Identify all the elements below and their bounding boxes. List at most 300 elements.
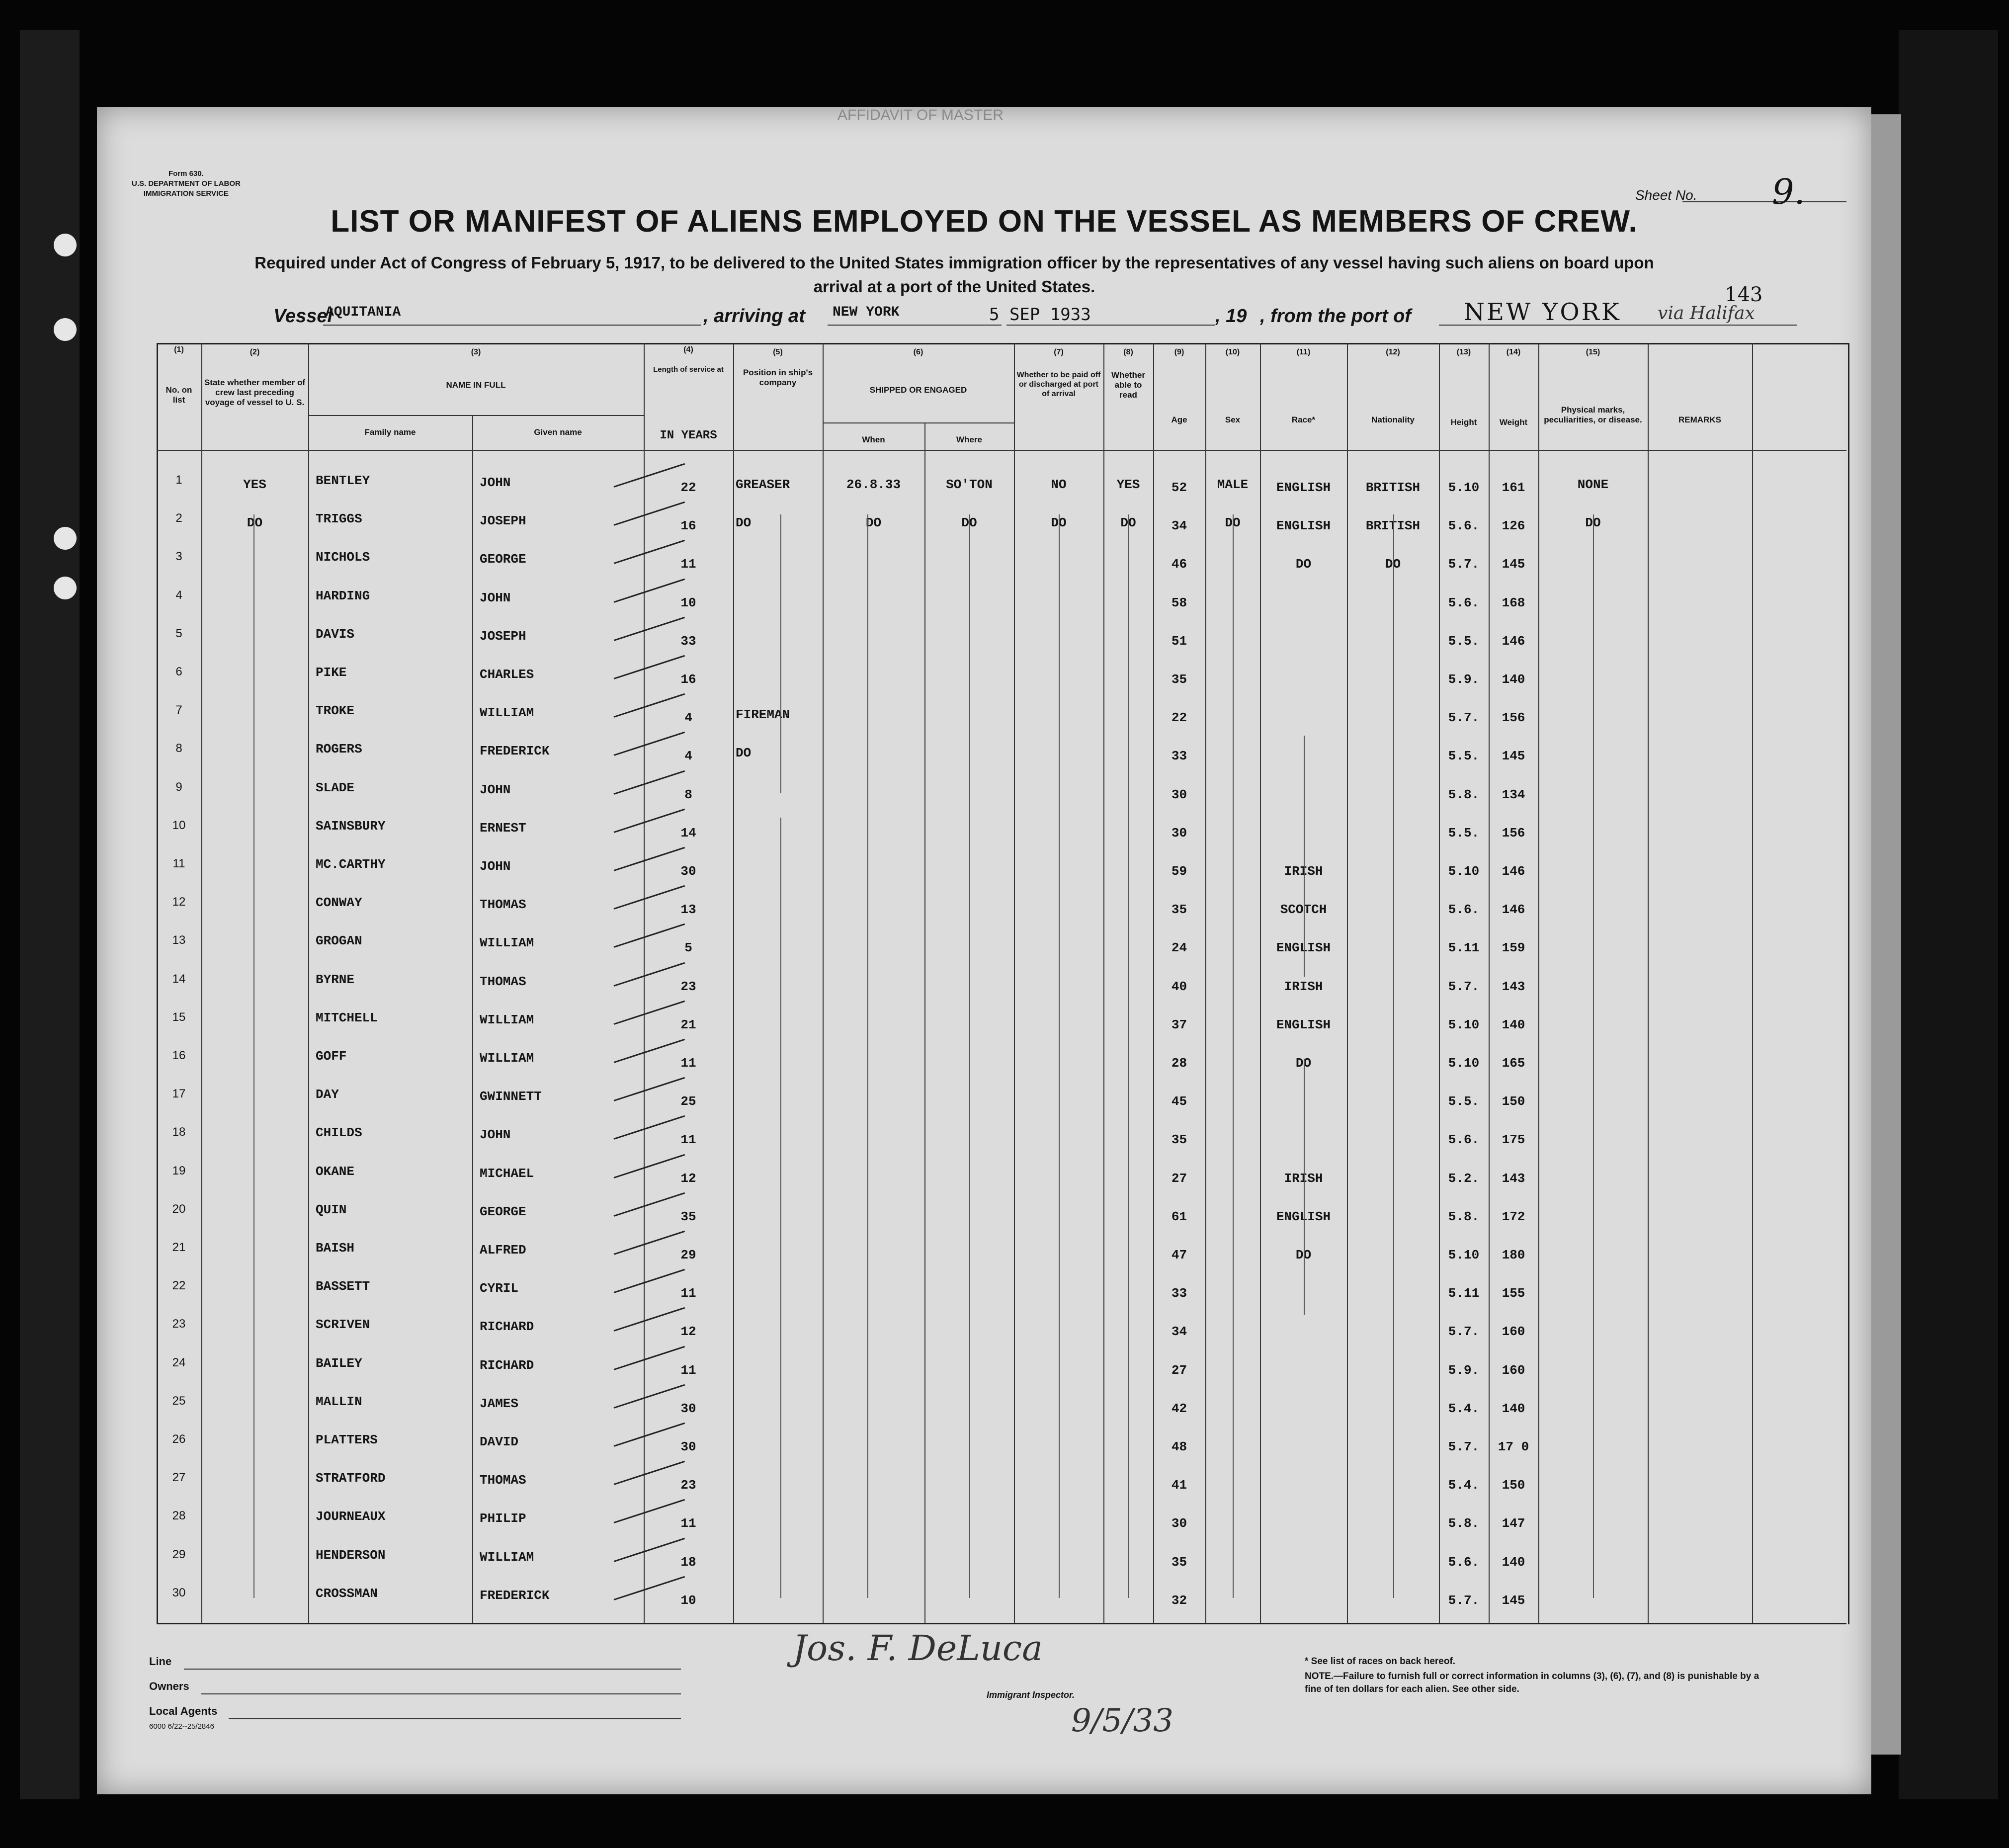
col-divider	[472, 415, 473, 1623]
signature-date: 9/5/33	[1071, 1702, 1173, 1739]
film-border-right	[1899, 30, 1998, 1799]
via-note: via Halifax	[1658, 303, 1755, 324]
row-number: 18	[172, 1125, 186, 1139]
service-years-cell: 8	[684, 787, 692, 802]
service-years-cell: 33	[680, 633, 696, 649]
row-number: 29	[172, 1547, 186, 1561]
given-name-cell: CHARLES	[480, 667, 534, 682]
table-bottom-line	[157, 1623, 1846, 1624]
sheet-underline	[1682, 201, 1846, 202]
family-name-cell: DAY	[316, 1087, 339, 1102]
weight-cell: 156	[1502, 825, 1525, 840]
height-cell: 5.2.	[1448, 1171, 1480, 1186]
height-cell: 5.6.	[1448, 1554, 1480, 1570]
service-name: IMMIGRATION SERVICE	[143, 189, 229, 198]
age-cell: 33	[1171, 1286, 1187, 1301]
row-number: 2	[175, 511, 182, 525]
race-cell: IRISH	[1284, 979, 1323, 994]
col14-number: (14)	[1506, 348, 1521, 356]
service-years-cell: 4	[684, 710, 692, 726]
vessel-name: AQUITANIA	[326, 305, 401, 320]
col16-header: REMARKS	[1678, 415, 1721, 424]
binder-hole	[54, 318, 77, 341]
family-name-cell: CHILDS	[316, 1125, 362, 1141]
shipped-when-cell: 26.8.33	[846, 477, 901, 492]
col5-number: (5)	[773, 348, 783, 356]
family-name-cell: SLADE	[316, 780, 355, 795]
age-cell: 30	[1171, 1516, 1187, 1531]
col-divider	[1103, 343, 1104, 1623]
family-name-cell: BAILEY	[316, 1355, 362, 1371]
film-border-left	[20, 30, 80, 1799]
given-name-cell: ALFRED	[480, 1243, 526, 1258]
age-cell: 52	[1171, 480, 1187, 495]
age-cell: 61	[1171, 1209, 1187, 1224]
race-note: * See list of races on back hereof.	[1305, 1656, 1456, 1667]
height-cell: 5.5.	[1448, 825, 1480, 840]
given-name-cell: WILLIAM	[480, 705, 534, 721]
service-years-cell: 23	[680, 1478, 696, 1493]
age-cell: 35	[1171, 672, 1187, 687]
row-number: 23	[172, 1317, 186, 1331]
col9-header: Age	[1171, 415, 1187, 424]
age-cell: 42	[1171, 1401, 1187, 1416]
family-name-cell: GROGAN	[316, 933, 362, 949]
page-title: LIST OR MANIFEST OF ALIENS EMPLOYED ON THE VESSEL AS MEMBERS OF CREW.	[331, 204, 1638, 239]
weight-cell: 146	[1502, 864, 1525, 879]
race-cell: DO	[1295, 1056, 1312, 1071]
age-cell: 24	[1171, 940, 1187, 956]
physical-marks-cell: NONE	[1577, 477, 1609, 492]
family-name-cell: MITCHELL	[316, 1010, 378, 1025]
height-cell: 5.11	[1448, 940, 1480, 956]
row-number: 21	[172, 1241, 186, 1254]
manifest-page	[97, 107, 1871, 1794]
row-number: 10	[172, 818, 186, 832]
family-name-cell: STRATFORD	[316, 1471, 386, 1486]
weight-cell: 168	[1502, 595, 1525, 610]
age-cell: 27	[1171, 1362, 1187, 1378]
col2-number: (2)	[250, 348, 260, 356]
service-years-cell: 10	[680, 595, 696, 610]
race-cell: IRISH	[1284, 864, 1323, 879]
col7-header: Whether to be paid off or discharged at port of arrival	[1016, 371, 1101, 398]
department-name: U.S. DEPARTMENT OF LABOR	[132, 179, 241, 188]
ditto-line	[969, 514, 970, 1598]
service-years-cell: 11	[680, 557, 696, 572]
col8-header: Whether able to read	[1111, 370, 1145, 400]
row-number: 9	[175, 780, 182, 794]
date-underline	[1006, 324, 1215, 326]
weight-cell: 150	[1502, 1478, 1525, 1493]
name-subheader-line	[308, 415, 644, 416]
family-name-cell: PLATTERS	[316, 1432, 378, 1447]
family-name-cell: SAINSBURY	[316, 818, 386, 834]
col-divider	[1347, 343, 1348, 1623]
family-name-cell: NICHOLS	[316, 550, 370, 565]
col6-number: (6)	[913, 348, 923, 356]
weight-cell: 155	[1502, 1286, 1525, 1301]
col8-number: (8)	[1123, 348, 1133, 356]
row-number: 1	[175, 473, 182, 487]
service-years-cell: 30	[680, 864, 696, 879]
voyage-cell: DO	[247, 515, 263, 531]
vessel-underline	[323, 324, 701, 326]
family-name-cell: DAVIS	[316, 626, 355, 642]
weight-cell: 146	[1502, 902, 1525, 918]
col-divider	[1648, 343, 1649, 1623]
col3-given-header: Given name	[534, 427, 582, 437]
service-years-cell: 23	[680, 979, 696, 994]
age-cell: 58	[1171, 595, 1187, 610]
owners-underline	[201, 1692, 681, 1694]
service-years-cell: 5	[684, 940, 692, 956]
shipped-where-cell: DO	[961, 515, 977, 531]
given-name-cell: CYRIL	[480, 1281, 519, 1296]
row-number: 19	[172, 1164, 186, 1177]
sheet-label: Sheet No.	[1635, 187, 1697, 203]
given-name-cell: THOMAS	[480, 897, 526, 913]
age-cell: 41	[1171, 1478, 1187, 1493]
service-years-cell: 30	[680, 1439, 696, 1454]
weight-cell: 159	[1502, 940, 1525, 956]
given-name-cell: MICHAEL	[480, 1166, 534, 1181]
family-name-cell: HENDERSON	[316, 1547, 386, 1563]
given-name-cell: FREDERICK	[480, 1588, 550, 1603]
col9-number: (9)	[1174, 348, 1184, 356]
height-cell: 5.7.	[1448, 710, 1480, 726]
family-name-cell: SCRIVEN	[316, 1317, 370, 1333]
position-cell: FIREMAN	[736, 707, 790, 723]
col-divider	[201, 343, 202, 1623]
weight-cell: 17 0	[1498, 1439, 1529, 1454]
able-to-read-cell: DO	[1120, 515, 1136, 531]
service-years-cell: 13	[680, 902, 696, 918]
row-number: 5	[175, 626, 182, 640]
family-name-cell: BAISH	[316, 1241, 355, 1256]
weight-cell: 140	[1502, 1017, 1525, 1032]
given-name-cell: JOHN	[480, 590, 511, 605]
age-cell: 30	[1171, 787, 1187, 802]
race-cell: SCOTCH	[1280, 902, 1327, 918]
service-years-cell: 4	[684, 749, 692, 764]
col4-number: (4)	[683, 345, 693, 354]
height-cell: 5.6.	[1448, 902, 1480, 918]
given-name-cell: JAMES	[480, 1396, 519, 1411]
given-name-cell: JOHN	[480, 782, 511, 797]
col1-header: No. on list	[166, 385, 192, 405]
row-number: 4	[175, 588, 182, 602]
penalty-note: NOTE.—Failure to furnish full or correct information in columns (3), (6), (7), and (8) is punishable by a fine of ten dollars for each alien. See other side.	[1305, 1671, 1759, 1694]
binder-hole	[54, 577, 77, 599]
col5-header: Position in ship's company	[743, 368, 813, 387]
service-years-cell: 14	[680, 825, 696, 840]
family-name-cell: JOURNEAUX	[316, 1509, 386, 1524]
col7-number: (7)	[1054, 348, 1064, 356]
page-number: 143	[1725, 283, 1763, 306]
age-cell: 30	[1171, 825, 1187, 840]
given-name-cell: GEORGE	[480, 1204, 526, 1219]
page-edge-strip	[1871, 114, 1901, 1755]
service-years-cell: 10	[680, 1593, 696, 1608]
inspector-signature: Jos. F. DeLuca	[793, 1628, 1043, 1669]
age-cell: 45	[1171, 1094, 1187, 1109]
col-divider	[1014, 343, 1015, 1623]
ditto-line	[1233, 514, 1234, 1598]
position-cell: DO	[736, 746, 752, 761]
shipped-where-cell: SO'TON	[946, 477, 993, 492]
family-name-cell: QUIN	[316, 1202, 347, 1217]
row-number: 7	[175, 703, 182, 717]
inspector-label: Immigrant Inspector.	[987, 1690, 1075, 1700]
physical-marks-cell: DO	[1585, 515, 1601, 531]
race-cell: ENGLISH	[1276, 518, 1331, 534]
col2-header: State whether member of crew last preceding voyage of vessel to U. S.	[204, 378, 306, 407]
family-name-cell: HARDING	[316, 588, 370, 603]
row-number: 24	[172, 1355, 186, 1369]
col6-header: SHIPPED OR ENGAGED	[869, 385, 967, 395]
age-cell: 32	[1171, 1593, 1187, 1608]
height-cell: 5.9.	[1448, 1362, 1480, 1378]
service-years-cell: 16	[680, 518, 696, 534]
given-name-cell: WILLIAM	[480, 1012, 534, 1027]
page-subtitle: Required under Act of Congress of February 5, 1917, to be delivered to the United States immigration officer by the representatives of any vessel having such aliens on board upon arrival at a port of the United States.	[254, 253, 1654, 296]
arriving-port: NEW YORK	[833, 305, 900, 320]
height-cell: 5.6.	[1448, 595, 1480, 610]
race-cell: DO	[1295, 1248, 1312, 1262]
ditto-line	[1593, 514, 1594, 1598]
weight-cell: 134	[1502, 787, 1525, 802]
age-cell: 34	[1171, 1324, 1187, 1340]
weight-cell: 140	[1502, 1554, 1525, 1570]
service-years-cell: 12	[680, 1171, 696, 1186]
col4-header: Length of service at	[653, 365, 724, 374]
age-cell: 27	[1171, 1171, 1187, 1186]
height-cell: 5.10	[1448, 1017, 1480, 1032]
age-cell: 59	[1171, 864, 1187, 879]
faint-header-text: AFFIDAVIT OF MASTER	[837, 107, 1004, 123]
family-name-cell: BASSETT	[316, 1279, 370, 1294]
departure-port-stamp: NEW YORK	[1464, 298, 1621, 326]
position-cell: DO	[736, 515, 752, 531]
service-years-cell: 11	[680, 1286, 696, 1301]
col1-number: (1)	[174, 345, 184, 354]
col-divider	[733, 343, 734, 1623]
position-cell: GREASER	[736, 477, 790, 492]
race-cell: ENGLISH	[1276, 480, 1331, 495]
row-number: 16	[172, 1049, 186, 1062]
race-cell: ENGLISH	[1276, 940, 1331, 956]
height-cell: 5.7.	[1448, 1593, 1480, 1608]
service-years-cell: 18	[680, 1554, 696, 1570]
col-divider	[308, 343, 309, 1623]
sex-cell: DO	[1225, 515, 1241, 531]
arrival-date-stamp: 5 SEP 1933	[989, 305, 1091, 325]
row-number: 26	[172, 1432, 186, 1446]
row-number: 30	[172, 1586, 186, 1599]
col12-number: (12)	[1386, 348, 1400, 356]
col3-family-header: Family name	[364, 427, 416, 437]
row-number: 8	[175, 742, 182, 756]
weight-cell: 180	[1502, 1248, 1525, 1262]
height-cell: 5.8.	[1448, 1209, 1480, 1224]
age-cell: 33	[1171, 749, 1187, 764]
height-cell: 5.10	[1448, 1056, 1480, 1071]
given-name-cell: JOSEPH	[480, 513, 526, 529]
service-years-cell: 35	[680, 1209, 696, 1224]
header-bottom-line	[157, 450, 1846, 451]
row-number: 27	[172, 1471, 186, 1485]
weight-cell: 161	[1502, 480, 1525, 495]
service-years-cell: 22	[680, 480, 696, 495]
height-cell: 5.7.	[1448, 979, 1480, 994]
ditto-line	[1393, 514, 1394, 1598]
ditto-line	[253, 514, 254, 1598]
given-name-cell: WILLIAM	[480, 1051, 534, 1066]
race-cell: IRISH	[1284, 1171, 1323, 1186]
col12-header: Nationality	[1371, 415, 1415, 424]
age-cell: 35	[1171, 902, 1187, 918]
service-years-cell: 30	[680, 1401, 696, 1416]
given-name-cell: RICHARD	[480, 1357, 534, 1373]
col3-number: (3)	[471, 348, 481, 356]
col-divider	[1752, 343, 1753, 1623]
weight-cell: 147	[1502, 1516, 1525, 1531]
row-number: 25	[172, 1394, 186, 1408]
agents-underline	[229, 1717, 681, 1719]
age-cell: 34	[1171, 518, 1187, 534]
owners-label: Owners	[149, 1680, 189, 1692]
shipped-subheader-line	[823, 422, 1014, 423]
weight-cell: 143	[1502, 979, 1525, 994]
row-number: 22	[172, 1279, 186, 1293]
given-name-cell: WILLIAM	[480, 935, 534, 951]
row-number: 3	[175, 550, 182, 564]
weight-cell: 146	[1502, 633, 1525, 649]
height-cell: 5.10	[1448, 1248, 1480, 1262]
able-to-read-cell: YES	[1116, 477, 1140, 492]
line-underline	[184, 1668, 681, 1670]
service-years-cell: 11	[680, 1132, 696, 1148]
weight-cell: 143	[1502, 1171, 1525, 1186]
col3-header: NAME IN FULL	[446, 380, 506, 390]
family-name-cell: GOFF	[316, 1049, 347, 1064]
height-cell: 5.5.	[1448, 1094, 1480, 1109]
line-label: Line	[149, 1655, 172, 1668]
family-name-cell: BYRNE	[316, 972, 355, 987]
family-name-cell: CROSSMAN	[316, 1586, 378, 1601]
from-port-label: , from the port of	[1260, 306, 1411, 327]
shipped-when-cell: DO	[865, 515, 882, 531]
col10-number: (10)	[1225, 348, 1240, 356]
vessel-label: Vessel	[273, 306, 333, 327]
weight-cell: 145	[1502, 1593, 1525, 1608]
height-cell: 5.4.	[1448, 1401, 1480, 1416]
family-name-cell: BENTLEY	[316, 473, 370, 488]
row-number: 15	[172, 1010, 186, 1024]
given-name-cell: THOMAS	[480, 974, 526, 989]
weight-cell: 165	[1502, 1056, 1525, 1071]
age-cell: 37	[1171, 1017, 1187, 1032]
height-cell: 5.8.	[1448, 1516, 1480, 1531]
service-years-cell: 29	[680, 1248, 696, 1262]
col15-number: (15)	[1586, 348, 1600, 356]
arriving-label: , arriving at	[703, 306, 805, 327]
height-cell: 5.10	[1448, 864, 1480, 879]
age-cell: 28	[1171, 1056, 1187, 1071]
weight-cell: 145	[1502, 749, 1525, 764]
service-years-cell: 11	[680, 1056, 696, 1071]
weight-cell: 175	[1502, 1132, 1525, 1148]
col6-where-header: Where	[956, 435, 982, 444]
sex-cell: MALE	[1217, 477, 1249, 492]
height-cell: 5.5.	[1448, 749, 1480, 764]
weight-cell: 145	[1502, 557, 1525, 572]
col11-number: (11)	[1296, 348, 1311, 356]
weight-cell: 126	[1502, 518, 1525, 534]
form-number: Form 630.	[168, 169, 204, 178]
nationality-cell: BRITISH	[1365, 518, 1421, 534]
race-cell: ENGLISH	[1276, 1209, 1331, 1224]
given-name-cell: JOHN	[480, 859, 511, 874]
row-number: 13	[172, 933, 186, 947]
given-name-cell: ERNEST	[480, 820, 526, 836]
age-cell: 46	[1171, 557, 1187, 572]
row-number: 20	[172, 1202, 186, 1216]
family-name-cell: PIKE	[316, 665, 347, 680]
sheet-number: 9.	[1772, 171, 1805, 212]
weight-cell: 140	[1502, 672, 1525, 687]
given-name-cell: FREDERICK	[480, 744, 550, 759]
height-cell: 5.10	[1448, 480, 1480, 495]
height-cell: 5.6.	[1448, 1132, 1480, 1148]
age-cell: 51	[1171, 633, 1187, 649]
row-number: 28	[172, 1509, 186, 1523]
given-name-cell: WILLIAM	[480, 1549, 534, 1565]
col11-header: Race*	[1291, 415, 1316, 424]
weight-cell: 160	[1502, 1362, 1525, 1378]
service-years-cell: 11	[680, 1362, 696, 1378]
service-years-cell: 12	[680, 1324, 696, 1340]
col4-subheader: IN YEARS	[660, 429, 717, 442]
age-cell: 48	[1171, 1439, 1187, 1454]
given-name-cell: GWINNETT	[480, 1089, 542, 1104]
given-name-cell: PHILIP	[480, 1511, 526, 1526]
age-cell: 35	[1171, 1132, 1187, 1148]
given-name-cell: JOHN	[480, 475, 511, 490]
ditto-line	[1128, 514, 1129, 1598]
height-cell: 5.11	[1448, 1286, 1480, 1301]
from-underline	[1439, 324, 1797, 326]
col13-number: (13)	[1456, 348, 1471, 356]
given-name-cell: GEORGE	[480, 552, 526, 567]
height-cell: 5.7.	[1448, 1324, 1480, 1340]
ditto-line	[1304, 1059, 1305, 1315]
given-name-cell: DAVID	[480, 1434, 519, 1449]
service-years-cell: 11	[680, 1516, 696, 1531]
age-cell: 22	[1171, 710, 1187, 726]
row-number: 14	[172, 972, 186, 986]
given-name-cell: RICHARD	[480, 1319, 534, 1335]
print-code: 6000 6/22--25/2846	[149, 1722, 214, 1731]
height-cell: 5.8.	[1448, 787, 1480, 802]
weight-cell: 150	[1502, 1094, 1525, 1109]
ditto-line	[780, 514, 781, 793]
col-divider	[924, 422, 925, 1623]
nationality-cell: DO	[1385, 557, 1401, 572]
row-number: 17	[172, 1087, 186, 1101]
service-years-cell: 21	[680, 1017, 696, 1032]
